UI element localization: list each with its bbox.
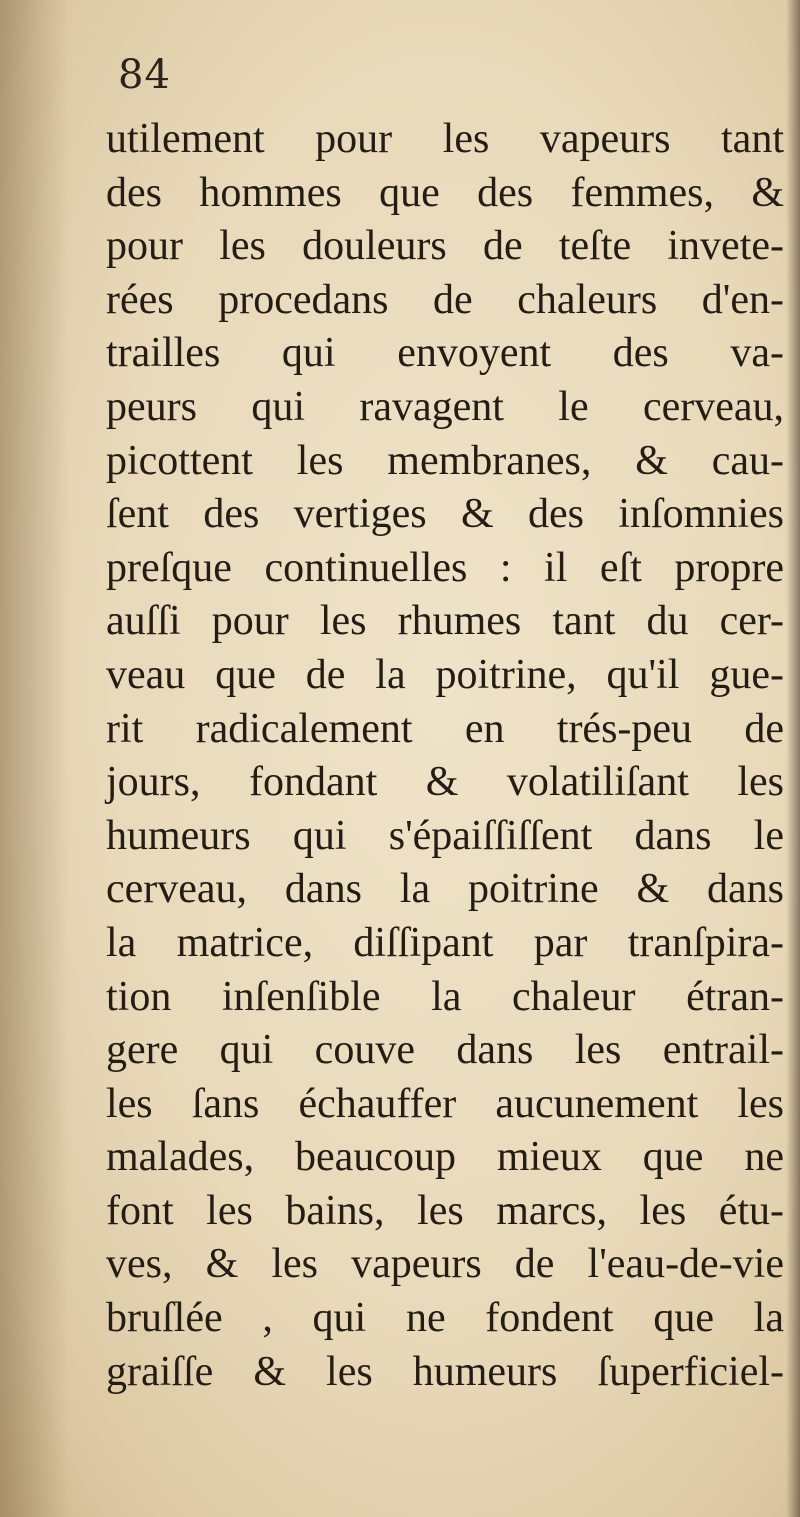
text-line: bruſlée , qui ne fondent que la <box>106 1295 784 1342</box>
text-line: jours, fondant & volatiliſant les <box>106 759 784 806</box>
text-line: gere qui couve dans les entrail- <box>106 1027 784 1074</box>
text-line: peurs qui ravagent le cerveau, <box>106 383 784 430</box>
text-line: trailles qui envoyent des va- <box>106 330 784 377</box>
text-line: veau que de la poitrine, qu'il gue- <box>106 651 784 698</box>
text-line: rit radicalement en trés-peu de <box>106 705 784 752</box>
text-line: ſent des vertiges & des inſomnies <box>106 491 784 538</box>
text-line: auſſi pour les rhumes tant du cer- <box>106 598 784 645</box>
text-line: font les bains, les marcs, les étu- <box>106 1187 784 1234</box>
text-line: des hommes que des femmes, & <box>106 169 784 216</box>
page-number: 84 <box>118 52 171 98</box>
text-line: picottent les membranes, & cau- <box>106 437 784 484</box>
text-line: rées procedans de chaleurs d'en- <box>106 276 784 323</box>
text-line: les ſans échauffer aucunement les <box>106 1080 784 1127</box>
text-line: humeurs qui s'épaiſſiſſent dans le <box>106 812 784 859</box>
text-line: graiſſe & les humeurs ſuperficiel- <box>106 1348 784 1395</box>
text-line: utilement pour les vapeurs tant <box>106 116 784 162</box>
text-line: ves, & les vapeurs de l'eau-de-vie <box>106 1241 784 1288</box>
body-text <box>106 113 784 1399</box>
text-line: pour les douleurs de teſte invete- <box>106 223 784 270</box>
text-line: preſque continuelles : il eſt propre <box>106 544 784 591</box>
text-line: cerveau, dans la poitrine & dans <box>106 866 784 913</box>
text-line: tion inſenſible la chaleur étran- <box>106 973 784 1020</box>
text-line: la matrice, diſſipant par tranſpira- <box>106 919 784 966</box>
text-line: malades, beaucoup mieux que ne <box>106 1134 784 1181</box>
